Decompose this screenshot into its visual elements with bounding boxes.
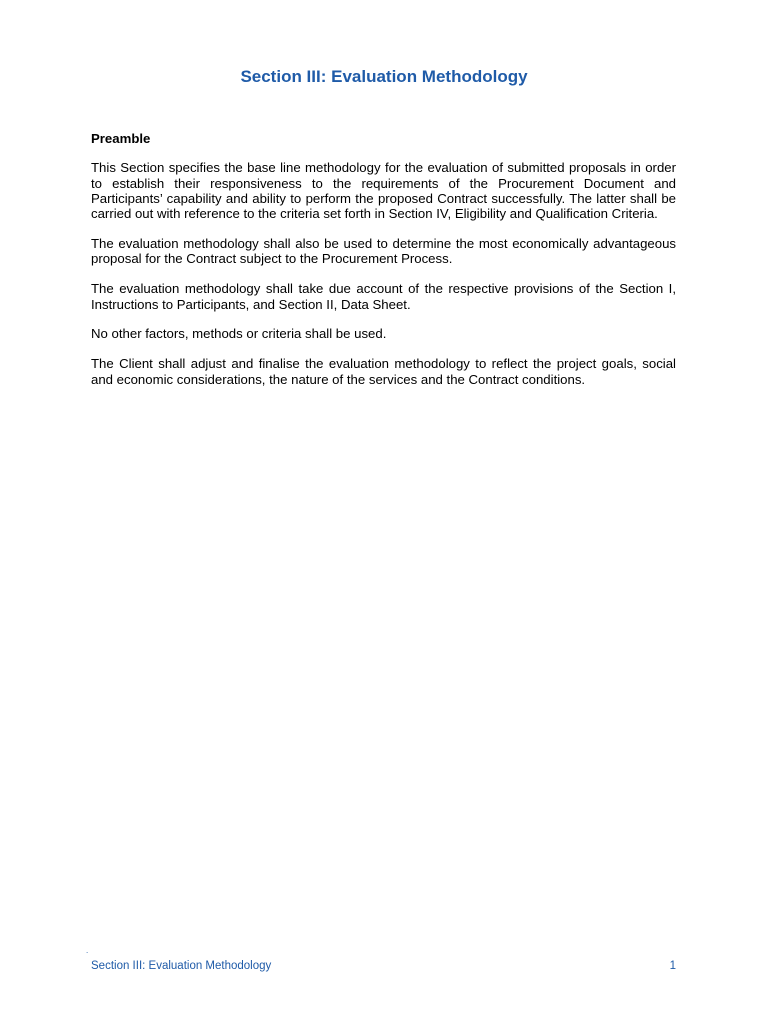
footer-section-title: Section III: Evaluation Methodology: [91, 960, 272, 972]
document-body: [91, 131, 676, 402]
footer-marker: .: [86, 946, 89, 955]
paragraph: The Client shall adjust and finalise the evaluation methodology to reflect the project goals, social and economic considerations, the nature of the services and the Contract conditions.: [91, 356, 676, 387]
page-number: 1: [669, 960, 676, 972]
paragraph: The evaluation methodology shall take due account of the respective provisions of the Section I, Instructions to Participants, and Section II, Data Sheet.: [91, 281, 676, 312]
paragraph: No other factors, methods or criteria shall be used.: [91, 326, 387, 342]
paragraph: The evaluation methodology shall also be used to determine the most economically advantageous proposal for the Contract subject to the Procurement Process.: [91, 236, 676, 267]
paragraph: This Section specifies the base line methodology for the evaluation of submitted proposals in order to establish their responsiveness to the requirements of the Procurement Document and Participants’ capability and ability to perform the proposed Contract successfully. The latter shall be carried out with reference to the criteria set forth in Section IV, Eligibility and Qualification Criteria.: [91, 160, 676, 222]
page-title: Section III: Evaluation Methodology: [240, 67, 528, 86]
section-heading: Preamble: [91, 131, 151, 146]
